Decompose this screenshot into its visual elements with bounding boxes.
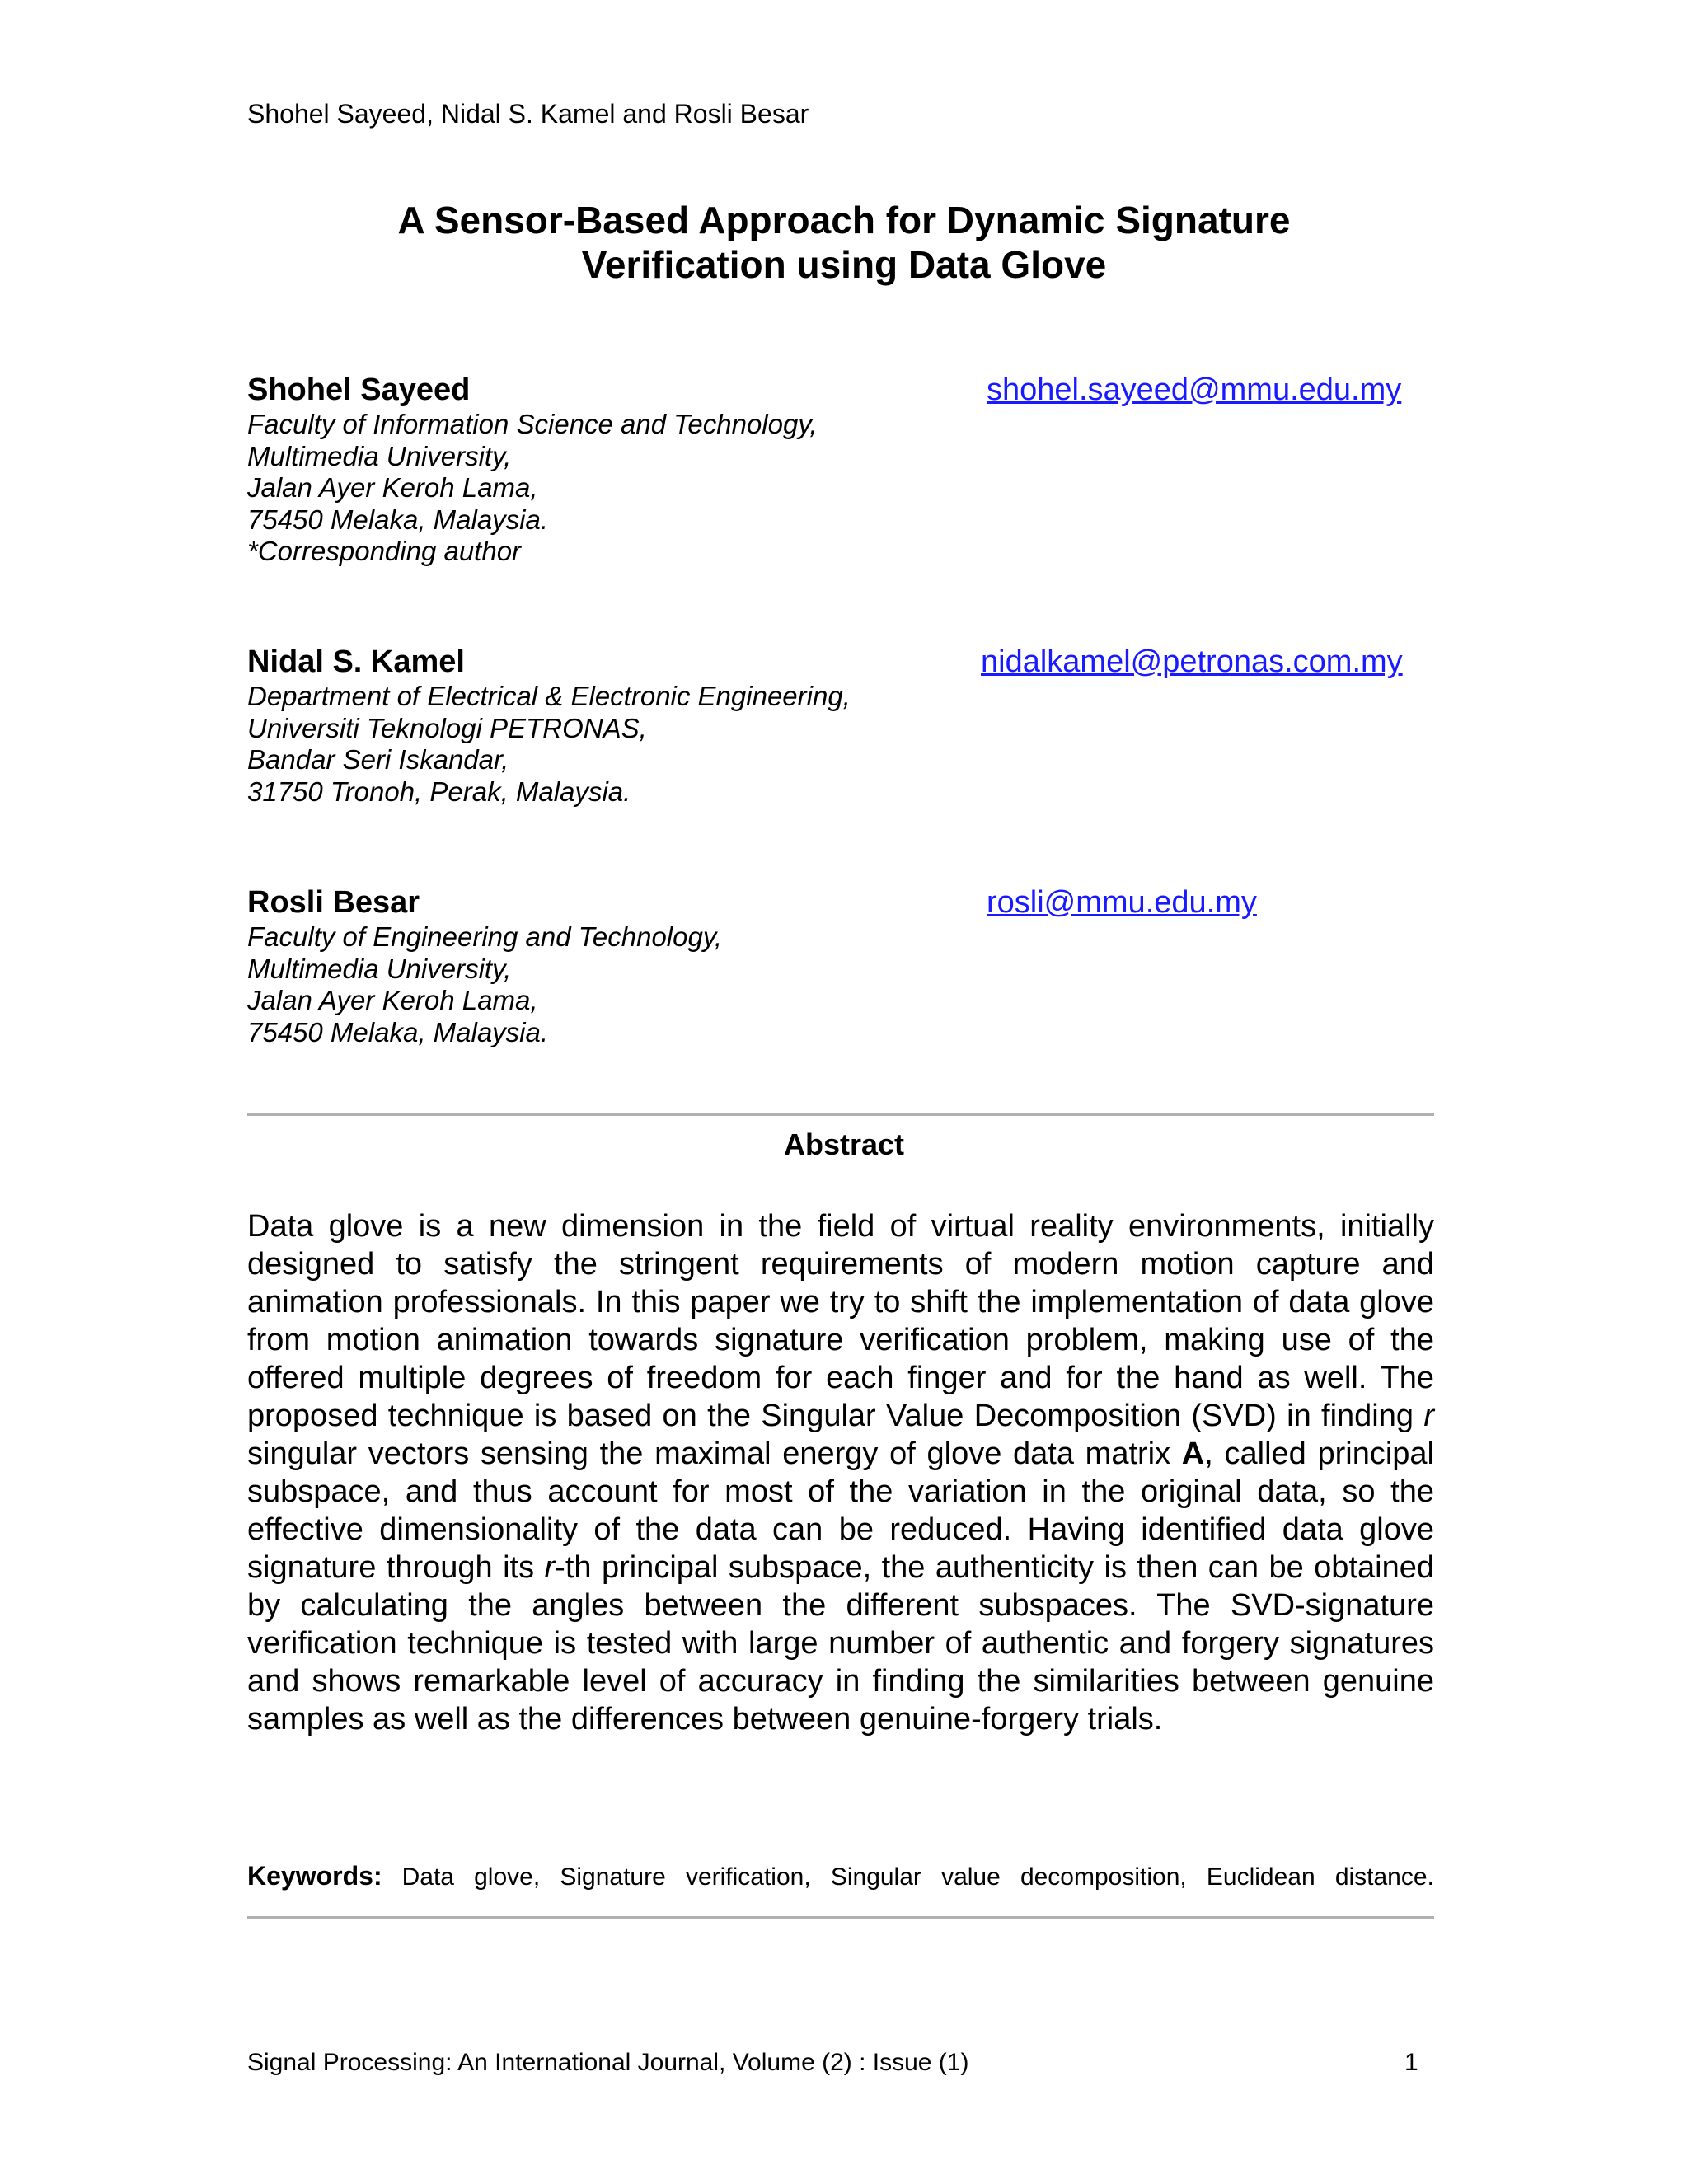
keyword-word: Euclidean — [1206, 1863, 1315, 1891]
affiliation-line: 31750 Tronoh, Perak, Malaysia. — [247, 776, 631, 807]
keyword-word: glove, — [474, 1863, 541, 1891]
corresponding-author-note: *Corresponding author — [247, 536, 522, 566]
author-affiliation — [247, 921, 722, 1048]
affiliation-line: Faculty of Engineering and Technology, — [247, 921, 723, 952]
affiliation-line: Jalan Ayer Keroh Lama, — [247, 472, 538, 503]
author-affiliation — [247, 681, 851, 808]
affiliation-line: Faculty of Information Science and Technology, — [247, 409, 818, 439]
keyword-word: Data — [401, 1863, 454, 1891]
affiliation-line: Bandar Seri Iskandar, — [247, 744, 509, 775]
affiliation-line: Multimedia University, — [247, 440, 512, 471]
affiliation-line: Department of Electrical & Electronic Engineering, — [247, 681, 851, 711]
variable-r: r — [1423, 1399, 1434, 1433]
author-email-link[interactable]: shohel.sayeed@mmu.edu.my — [987, 373, 1402, 407]
author-email-link[interactable]: nidalkamel@petronas.com.my — [981, 644, 1403, 679]
keywords-bottom-rule — [247, 1916, 1434, 1919]
abstract-heading: Abstract — [783, 1127, 905, 1161]
abstract-text: Data glove is a new dimension in the field of virtual reality environments, initially designed to satisfy the stringent requirements of modern motion capture and animation professionals. In this paper we try to shift the implementation of data glove from motion animation towards signature verification problem, making use of the offered multiple degrees of freedom for each finger and for the hand as well. The proposed technique is based on the Singular Value Decomposition (SVD) in finding — [247, 1209, 1434, 1433]
keywords — [247, 1861, 1434, 1891]
keywords-label: Keywords: — [247, 1861, 382, 1891]
variable-r: r — [544, 1550, 556, 1585]
author-affiliation — [247, 409, 818, 568]
affiliation-line: Universiti Teknologi PETRONAS, — [247, 712, 647, 743]
author-name: Nidal S. Kamel — [247, 644, 465, 679]
author-email-link[interactable]: rosli@mmu.edu.my — [987, 885, 1257, 920]
title-line-1: A Sensor-Based Approach for Dynamic Signature — [397, 199, 1291, 241]
affiliation-line: Multimedia University, — [247, 953, 512, 984]
author-name: Shohel Sayeed — [247, 373, 471, 407]
abstract-text: , called principal subspace, and thus account for most of the variation in the original data, so the effective dimensionality of the data can be reduced. Having identified data glove signature through its — [247, 1436, 1434, 1585]
affiliation-line: 75450 Melaka, Malaysia. — [247, 1016, 549, 1047]
abstract-text: singular vectors sensing the maximal energy of glove data matrix — [247, 1436, 1182, 1471]
affiliation-line: Jalan Ayer Keroh Lama, — [247, 985, 538, 1015]
keyword-word: decomposition, — [1020, 1863, 1187, 1891]
keyword-word: distance. — [1334, 1863, 1434, 1891]
keywords-list — [402, 1863, 1434, 1891]
keyword-word: Singular — [830, 1863, 921, 1891]
keyword-word: value — [941, 1863, 1001, 1891]
keyword-word: verification, — [685, 1863, 811, 1891]
keyword-word: Signature — [560, 1863, 666, 1891]
page-number: 1 — [1404, 2049, 1418, 2076]
paper-title — [0, 198, 1688, 287]
title-line-2: Verification using Data Glove — [581, 243, 1107, 286]
affiliation-line: 75450 Melaka, Malaysia. — [247, 504, 549, 535]
abstract-text: -th principal subspace, the authenticity is then can be obtained by calculating the angles between the different subspaces. The SVD-signature verification technique is tested with large number of authentic and forgery signatures and shows remarkable level of accuracy in finding the similarities between genuine samples as well as the differences between genuine-forgery trials. — [247, 1550, 1434, 1736]
matrix-a: A — [1181, 1436, 1205, 1471]
abstract-body — [247, 1207, 1434, 1738]
running-head: Shohel Sayeed, Nidal S. Kamel and Rosli Besar — [247, 99, 809, 129]
author-name: Rosli Besar — [247, 885, 420, 920]
footer-journal: Signal Processing: An International Journal, Volume (2) : Issue (1) — [247, 2049, 969, 2076]
abstract-top-rule — [247, 1113, 1434, 1116]
